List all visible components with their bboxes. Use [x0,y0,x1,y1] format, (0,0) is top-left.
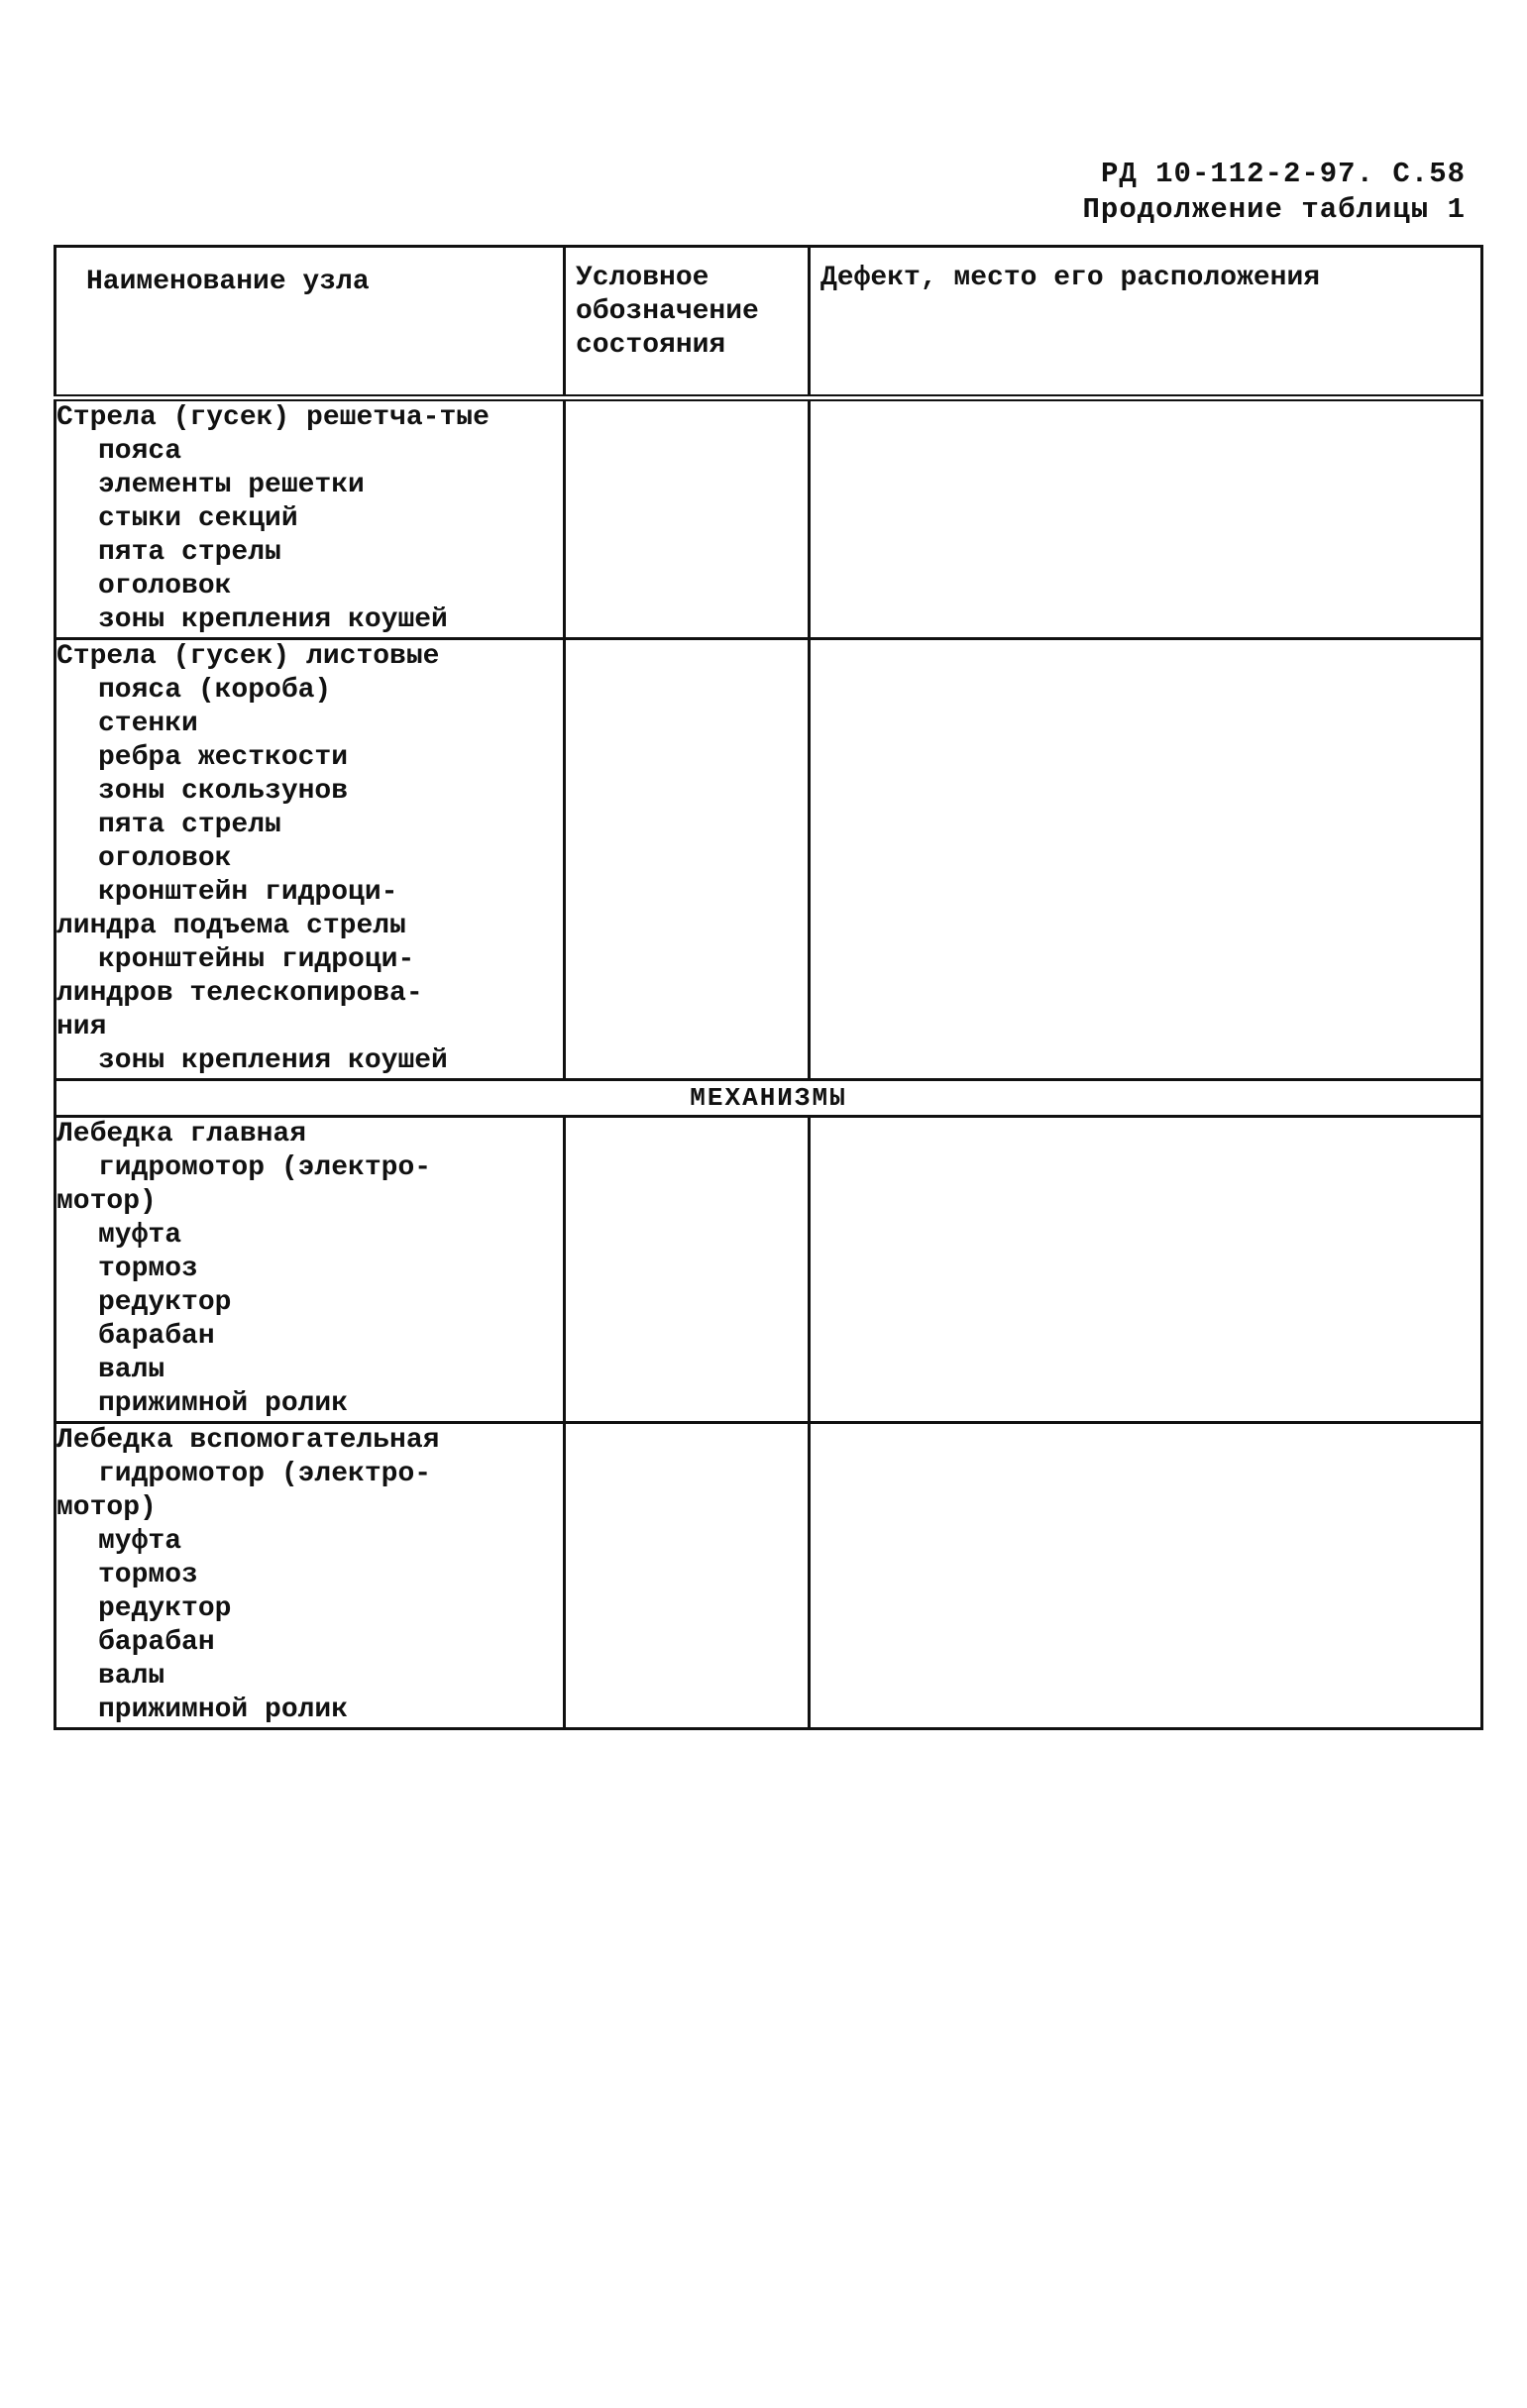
defect-location-cell [810,398,1482,639]
state-code-cell [565,639,810,1080]
group-title: Лебедка вспомогательная [56,1425,440,1456]
list-item: прижимной ролик [98,1388,349,1419]
list-item: муфта [98,1220,182,1251]
list-item: гидромотор (электро- [98,1459,432,1489]
list-item: барабан [98,1627,215,1658]
group-title: Стрела (гусек) решетча-тые [56,402,490,433]
column-header-node-name: Наименование узла [55,247,565,398]
list-item: редуктор [98,1593,232,1624]
list-item: пояса [98,436,182,467]
list-item: оголовок [98,571,232,602]
inspection-table [54,245,1483,1730]
table-header-row [55,247,1482,398]
list-item: прижимной ролик [98,1695,349,1725]
list-item: ребра жесткости [98,742,349,773]
node-name-cell [55,1117,565,1423]
column-header-defect-location: Дефект, место его расположения [810,247,1482,398]
section-title-mechanisms: МЕХАНИЗМЫ [55,1080,1482,1117]
list-item: оголовок [98,843,232,874]
list-item: кронштейн гидроци- [98,877,398,908]
table-row [55,639,1482,1080]
node-name-cell [55,639,565,1080]
list-item: пояса (короба) [98,675,332,706]
table-row [55,1117,1482,1423]
document-reference: РД 10-112-2-97. С.58 [1100,158,1466,190]
group-title: Стрела (гусек) листовые [56,641,440,672]
list-item: пята стрелы [98,537,281,568]
page-header [1083,157,1466,228]
list-item: мотор) [56,1492,157,1523]
table-continuation-label: Продолжение таблицы 1 [1082,193,1466,226]
list-item: зоны крепления коушей [98,1045,448,1076]
list-item: зоны крепления коушей [98,604,448,635]
list-item: тормоз [98,1560,198,1590]
table-row [55,1423,1482,1729]
group-title: Лебедка главная [56,1119,307,1149]
defect-location-cell [810,639,1482,1080]
list-item: муфта [98,1526,182,1557]
node-groups [55,398,1482,1080]
list-item: тормоз [98,1254,198,1284]
state-code-cell [565,1117,810,1423]
list-item: кронштейны гидроци- [98,944,415,975]
state-code-cell [565,398,810,639]
list-item: линдров телескопирова- [56,978,423,1009]
list-item: линдра подъема стрелы [56,911,406,941]
section-row [55,1080,1482,1117]
list-item: стыки секций [98,503,298,534]
node-name-cell [55,1423,565,1729]
list-item: ния [56,1012,107,1042]
column-header-state-code: Условное обозначение состояния [565,247,810,398]
defect-location-cell [810,1117,1482,1423]
list-item: валы [98,1661,165,1692]
mechanism-groups [55,1117,1482,1729]
list-item: пята стрелы [98,810,281,840]
list-item: мотор) [56,1186,157,1217]
list-item: гидромотор (электро- [98,1152,432,1183]
list-item: редуктор [98,1287,232,1318]
list-item: валы [98,1355,165,1385]
state-code-cell [565,1423,810,1729]
table-row [55,398,1482,639]
list-item: барабан [98,1321,215,1352]
list-item: стенки [98,709,198,739]
list-item: зоны скользунов [98,776,349,807]
node-name-cell [55,398,565,639]
defect-location-cell [810,1423,1482,1729]
list-item: элементы решетки [98,470,365,500]
